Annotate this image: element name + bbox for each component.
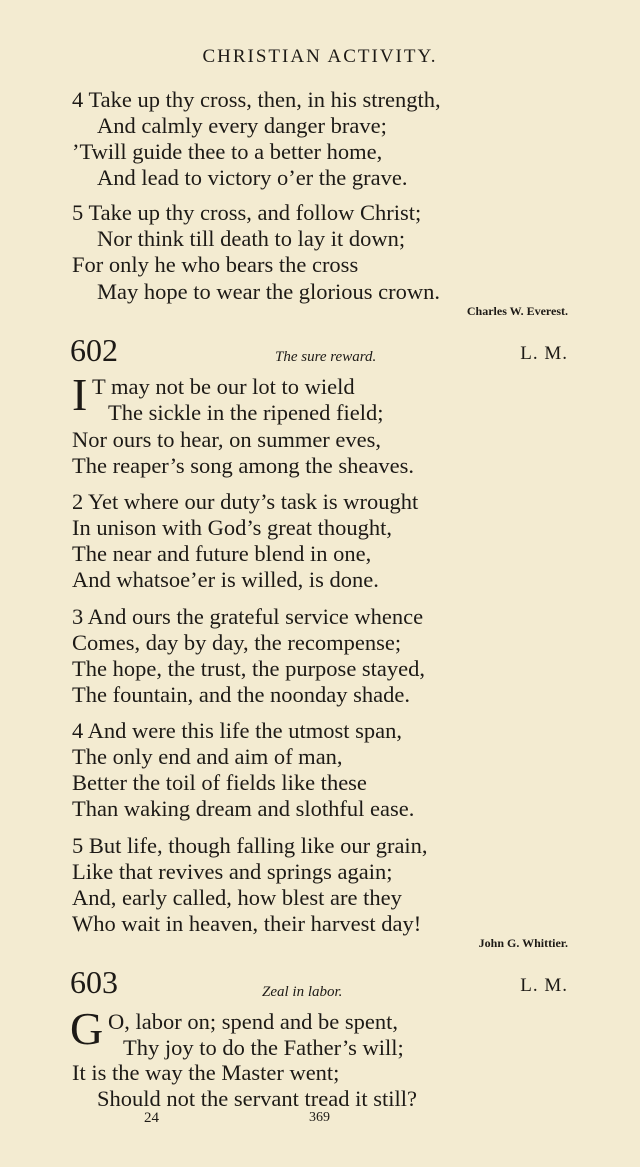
verse-line: And whatsoe’er is willed, is done. [72, 567, 379, 592]
hymn-title: The sure reward. [275, 349, 377, 365]
drop-cap: G [70, 1003, 104, 1054]
verse-line: The near and future blend in one, [72, 541, 372, 566]
verse-line: 4 Take up thy cross, then, in his strength, [72, 87, 441, 112]
verse-line: Comes, day by day, the recompense; [72, 630, 402, 655]
hymn-author: John G. Whittier. [478, 936, 568, 950]
verse-line: T may not be our lot to wield [92, 374, 355, 399]
verse-line: For only he who bears the cross [72, 252, 359, 277]
hymn-number: 603 [70, 964, 118, 1000]
verse-line: 5 But life, though falling like our grain, [72, 833, 428, 858]
running-head: CHRISTIAN ACTIVITY. [202, 46, 438, 67]
verse-line: Like that revives and springs again; [72, 859, 393, 884]
verse-line: Than waking dream and slothful ease. [72, 796, 415, 821]
verse-line: In unison with God’s great thought, [72, 515, 392, 540]
verse-line: The sickle in the ripened field; [108, 400, 384, 425]
verse-line: 4 And were this life the utmost span, [72, 718, 402, 743]
verse-line: Nor ours to hear, on summer eves, [72, 427, 382, 452]
verse-line: And calmly every danger brave; [97, 113, 387, 138]
verse-line: The fountain, and the noonday shade. [72, 682, 411, 707]
verse-line: 5 Take up thy cross, and follow Christ; [72, 200, 422, 225]
hymn-title: Zeal in labor. [262, 984, 343, 1000]
signature-mark: 24 [144, 1110, 159, 1126]
verse-line: 3 And ours the grateful service whence [72, 604, 424, 629]
verse-line: Who wait in heaven, their harvest day! [72, 911, 422, 936]
verse-line: The only end and aim of man, [72, 744, 343, 769]
verse-line: It is the way the Master went; [72, 1060, 340, 1085]
verse-line: The reaper’s song among the sheaves. [72, 453, 414, 478]
verse-line: O, labor on; spend and be spent, [108, 1009, 398, 1034]
verse-line: ’Twill guide thee to a better home, [72, 139, 383, 164]
verse-line: And, early called, how blest are they [72, 885, 402, 910]
hymn-meter: L. M. [520, 343, 568, 364]
verse-line: 2 Yet where our duty’s task is wrought [72, 489, 419, 514]
verse-line: Should not the servant tread it still? [97, 1086, 417, 1111]
verse-line: Better the toil of fields like these [72, 770, 367, 795]
page-number: 369 [309, 1110, 330, 1125]
verse-line: Nor think till death to lay it down; [97, 226, 406, 251]
hymn-number: 602 [70, 332, 118, 368]
verse-line: And lead to victory o’er the grave. [97, 165, 408, 190]
drop-cap: I [72, 369, 88, 420]
hymn-meter: L. M. [520, 975, 568, 996]
verse-line: Thy joy to do the Father’s will; [123, 1035, 404, 1060]
verse-line: May hope to wear the glorious crown. [97, 279, 441, 304]
verse-line: The hope, the trust, the purpose stayed, [72, 656, 426, 681]
hymn-author: Charles W. Everest. [466, 304, 568, 318]
